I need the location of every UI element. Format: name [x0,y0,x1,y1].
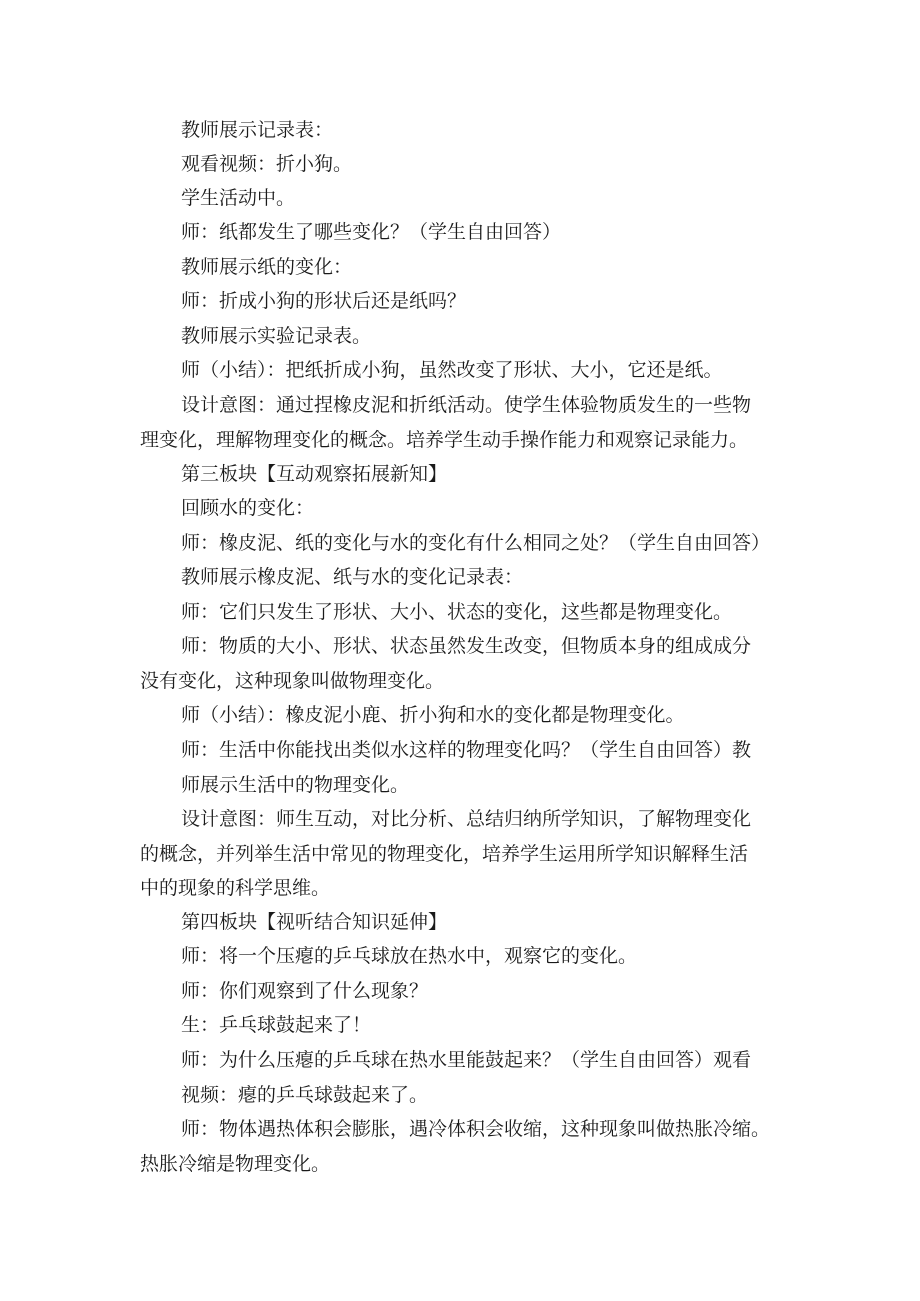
text-line: 中的现象的科学思维。 [140,877,331,899]
text-line: 师：物体遇热体积会膨胀，遇冷体积会收缩，这种现象叫做热胀冷缩。 [181,1118,771,1140]
text-line: 教师展示实验记录表。 [181,325,372,347]
text-line: 师：折成小狗的形状后还是纸吗？ [181,290,467,312]
text-line: 观看视频：折小狗。 [181,153,353,175]
text-line: 师：它们只发生了形状、大小、状态的变化，这些都是物理变化。 [181,601,733,623]
text-line: 回顾水的变化： [181,497,315,519]
text-line: 学生活动中。 [181,187,296,209]
text-line: 师展示生活中的物理变化。 [181,774,410,796]
text-line: 师：生活中你能找出类似水这样的物理变化吗？（学生自由回答）教 [181,739,752,761]
text-line: 生：乒乓球鼓起来了！ [181,1014,372,1036]
text-line: 师：将一个压瘪的乒乓球放在热水中，观察它的变化。 [181,945,638,967]
text-line: 教师展示记录表： [181,119,334,141]
text-line: 的概念，并列举生活中常见的物理变化，培养学生运用所学知识解释生活 [140,843,749,865]
text-line: 师（小结）：橡皮泥小鹿、折小狗和水的变化都是物理变化。 [181,704,685,726]
text-line: 第四板块【视听结合知识延伸】 [181,911,448,933]
text-line: 设计意图：通过捏橡皮泥和折纸活动。使学生体验物质发生的一些物 [181,394,752,416]
text-line: 师：物质的大小、形状、状态虽然发生改变，但物质本身的组成成分 [181,635,752,657]
text-line: 理变化，理解物理变化的概念。培养学生动手操作能力和观察记录能力。 [140,429,749,451]
text-line: 教师展示橡皮泥、纸与水的变化记录表： [181,566,524,588]
text-line: 师：纸都发生了哪些变化？（学生自由回答） [181,221,562,243]
text-line: 师：橡皮泥、纸的变化与水的变化有什么相同之处？（学生自由回答） [181,532,771,554]
text-line: 师（小结）：把纸折成小狗，虽然改变了形状、大小，它还是纸。 [181,359,723,381]
text-line: 设计意图：师生互动，对比分析、总结归纳所学知识，了解物理变化 [181,808,752,830]
text-line: 第三板块【互动观察拓展新知】 [181,463,448,485]
text-line: 视频：瘪的乒乓球鼓起来了。 [181,1084,429,1106]
text-line: 热胀冷缩是物理变化。 [140,1153,331,1175]
text-line: 没有变化，这种现象叫做物理变化。 [140,670,445,692]
text-line: 师：为什么压瘪的乒乓球在热水里能鼓起来？（学生自由回答）观看 [181,1049,752,1071]
text-line: 师：你们观察到了什么现象？ [181,980,429,1002]
text-line: 教师展示纸的变化： [181,256,353,278]
